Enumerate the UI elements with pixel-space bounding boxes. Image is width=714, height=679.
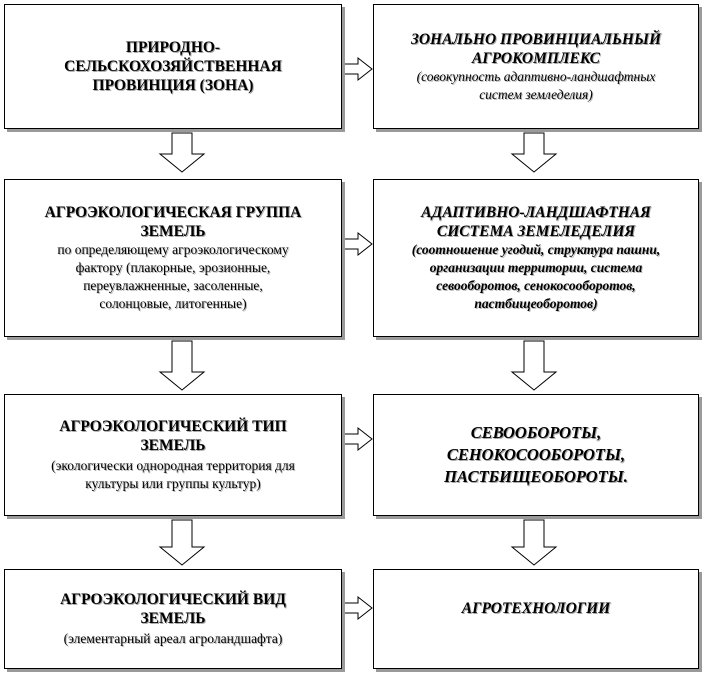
down-arrow-right-3 [512,520,556,565]
box-adaptive-system-subtitle: (соотношение угодий, структура пашни, организации территории, система севооборотов, сенокосооборотов, пастбищеоборотов) [411,242,661,311]
down-arrow-right-2 [512,341,556,390]
box-agroeco-type-subtitle: (экологически однородная территория для культуры или группы культур) [51,458,295,491]
box-agroeco-kind [4,569,342,669]
box-agrotechnologies [373,569,699,669]
box-agrotechnologies-title: АГРОТЕХНОЛОГИИ [461,599,611,617]
box-agro-province-title: ПРИРОДНО- СЕЛЬСКОХОЗЯЙСТВЕННАЯ ПРОВИНЦИЯ (ЗОНА) [64,39,282,94]
box-agroeco-type-title: АГРОЭКОЛОГИЧЕСКИЙ ТИП ЗЕМЕЛЬ [59,418,287,454]
box-agroeco-kind-title: АГРОЭКОЛОГИЧЕСКИЙ ВИД ЗЕМЕЛЬ [60,591,286,627]
box-agroeco-group [4,179,342,337]
box-zonal-agrocomplex-subtitle: (совокупность адаптивно-ландшафтных систем земледелия) [416,68,656,102]
box-agroeco-group-title: АГРОЭКОЛОГИЧЕСКАЯ ГРУППА ЗЕМЕЛЬ [44,204,302,240]
down-arrow-left-2 [160,341,204,390]
box-agro-province [4,4,342,129]
box-adaptive-system-title: АДАПТИВНО-ЛАНДШАФТНАЯ СИСТЕМА ЗЕМЕЛЕДЕЛИЯ [421,204,651,240]
right-arrow-4 [343,597,372,619]
box-agroeco-group-subtitle: по определяющему агроэкологическому фактору (плакорные, эрозионные, переувлажненные, засоленные, солонцовые, литогенные) [57,242,289,311]
down-arrow-left-1 [160,133,204,172]
box-zonal-agrocomplex-title: ЗОНАЛЬНО ПРОВИНЦИАЛЬНЫЙ АГРОКОМПЛЕКС [410,30,662,67]
right-arrow-3 [343,428,372,450]
right-arrow-2 [343,233,372,255]
box-agroeco-type [4,394,342,516]
box-adaptive-system [373,179,699,337]
right-arrow-1 [343,58,372,80]
box-crop-rotations [373,394,699,516]
box-zonal-agrocomplex [373,4,699,129]
box-agroeco-kind-subtitle: (элементарный ареал агроландшафта) [63,631,283,646]
box-crop-rotations-title: СЕВООБОРОТЫ, СЕНОКОСООБОРОТЫ, ПАСТБИЩЕОБОРОТЫ. [444,423,628,486]
down-arrow-right-1 [512,133,556,172]
down-arrow-left-3 [160,520,204,565]
